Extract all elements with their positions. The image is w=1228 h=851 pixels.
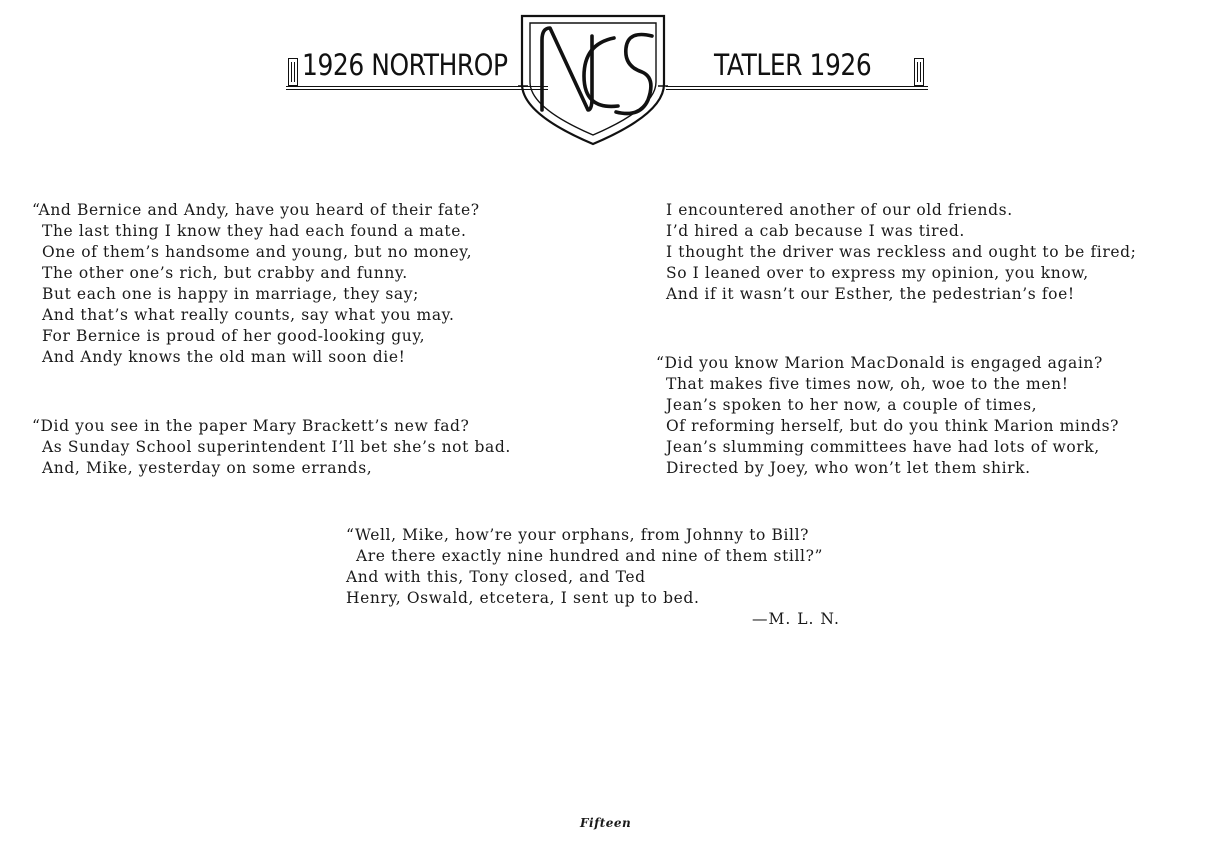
poem-line: Jean’s slumming committees have had lots of work, xyxy=(666,438,1100,456)
poem-line: And Andy knows the old man will soon die! xyxy=(42,348,406,366)
poem-line: As Sunday School superintendent I’ll bet she’s not bad. xyxy=(42,438,511,456)
poem-line: “Did you know Marion MacDonald is engaged again? xyxy=(656,354,1103,372)
poem-line: And that’s what really counts, say what you may. xyxy=(42,306,455,324)
poem-line: Directed by Joey, who won’t let them shirk. xyxy=(666,459,1031,477)
poem-line: And if it wasn’t our Esther, the pedestrian’s foe! xyxy=(666,285,1075,303)
stanza-left-1 xyxy=(32,200,480,368)
author-signature: —M. L. N. xyxy=(752,610,840,628)
header-right-title: TATLER 1926 xyxy=(714,48,872,82)
poem-line: “Well, Mike, how’re your orphans, from Johnny to Bill? xyxy=(346,526,810,544)
poem-line: One of them’s handsome and young, but no money, xyxy=(42,243,473,261)
right-ornament xyxy=(914,58,924,86)
poem-line: Of reforming herself, but do you think Marion minds? xyxy=(666,417,1120,435)
poem-line: Are there exactly nine hundred and nine of them still?” xyxy=(356,547,824,565)
ncs-shield-emblem xyxy=(518,14,668,148)
poem-line: The last thing I know they had each found a mate. xyxy=(42,222,467,240)
poem-line: “And Bernice and Andy, have you heard of their fate? xyxy=(32,201,480,219)
poem-line: Henry, Oswald, etcetera, I sent up to bed. xyxy=(346,589,700,607)
poem-line: But each one is happy in marriage, they say; xyxy=(42,285,419,303)
header-left-rule xyxy=(286,86,548,90)
left-ornament xyxy=(288,58,298,86)
header-right-rule xyxy=(666,86,928,90)
page-header xyxy=(0,0,1228,150)
page-number: Fifteen xyxy=(580,816,632,830)
stanza-right-1 xyxy=(666,200,1137,305)
poem-line: And with this, Tony closed, and Ted xyxy=(346,568,646,586)
poem-line: “Did you see in the paper Mary Brackett’s new fad? xyxy=(32,417,470,435)
poem-line: Jean’s spoken to her now, a couple of times, xyxy=(666,396,1038,414)
poem-line: I encountered another of our old friends. xyxy=(666,201,1013,219)
poem-line: I’d hired a cab because I was tired. xyxy=(666,222,965,240)
stanza-left-2 xyxy=(32,416,511,479)
header-left-title: 1926 NORTHROP xyxy=(302,48,508,82)
poem-line: The other one’s rich, but crabby and funny. xyxy=(42,264,408,282)
stanza-right-2 xyxy=(656,353,1119,479)
poem-line: I thought the driver was reckless and ought to be fired; xyxy=(666,243,1137,261)
stanza-center xyxy=(346,525,823,609)
poem-line: And, Mike, yesterday on some errands, xyxy=(42,459,373,477)
poem-line: That makes five times now, oh, woe to the men! xyxy=(666,375,1069,393)
poem-line: So I leaned over to express my opinion, you know, xyxy=(666,264,1089,282)
poem-line: For Bernice is proud of her good-looking guy, xyxy=(42,327,426,345)
